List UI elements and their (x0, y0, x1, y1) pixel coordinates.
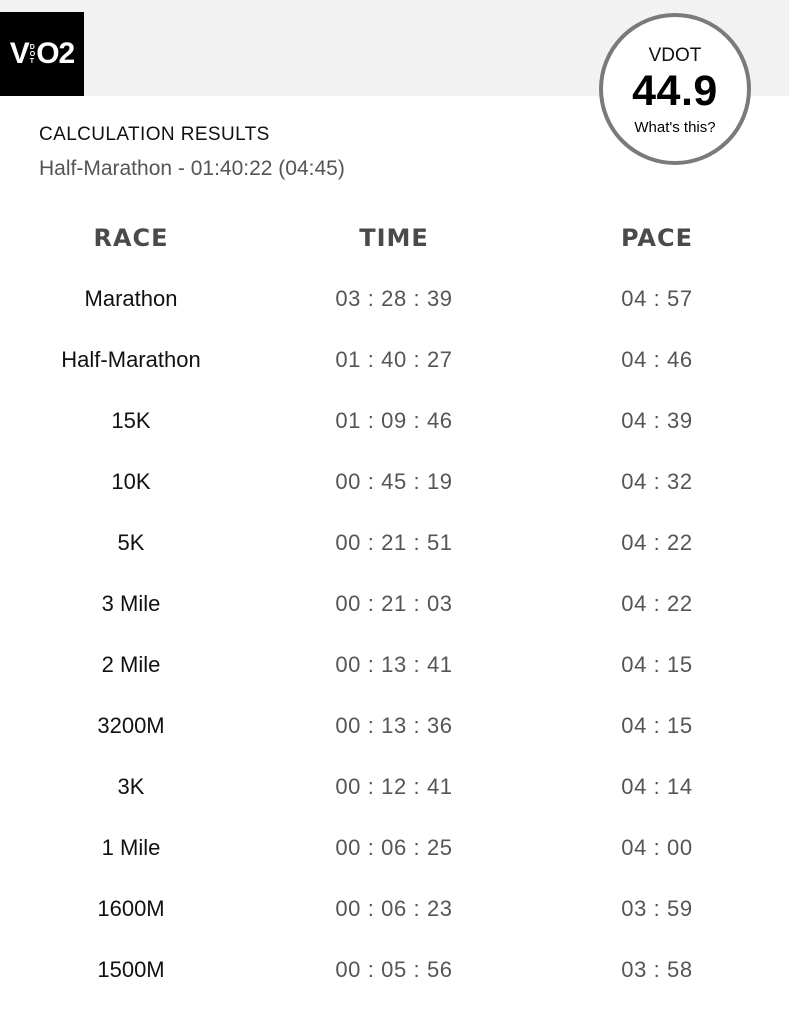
table-row (0, 512, 789, 573)
race-pace: 04 : 22 (621, 591, 693, 616)
table-row (0, 695, 789, 756)
column-header-pace: PACE (621, 224, 693, 252)
race-name: Half-Marathon (61, 347, 201, 372)
logo-dot-letter: T (29, 57, 35, 65)
race-pace: 03 : 58 (621, 957, 693, 982)
vdot-score-badge (599, 13, 751, 165)
table-row (0, 634, 789, 695)
table-row (0, 329, 789, 390)
column-header-time: TIME (359, 224, 429, 252)
race-time: 01 : 09 : 46 (335, 408, 453, 433)
race-time: 00 : 45 : 19 (335, 469, 453, 494)
race-time: 00 : 06 : 25 (335, 835, 453, 860)
race-name: 3K (117, 774, 145, 799)
table-header-row (0, 208, 789, 268)
race-time: 00 : 13 : 36 (335, 713, 453, 738)
race-name: 10K (111, 469, 151, 494)
vdot-value: 44.9 (632, 67, 718, 115)
race-time: 01 : 40 : 27 (335, 347, 453, 372)
race-name: 15K (111, 408, 151, 433)
whats-this-link[interactable]: What's this? (634, 119, 716, 136)
race-time: 00 : 21 : 51 (335, 530, 453, 555)
results-subtitle: Half-Marathon - 01:40:22 (04:45) (39, 157, 345, 180)
table-row (0, 878, 789, 939)
race-results-table (0, 208, 789, 1000)
table-row (0, 268, 789, 329)
table-row (0, 817, 789, 878)
race-pace: 04 : 00 (621, 835, 693, 860)
race-time: 00 : 13 : 41 (335, 652, 453, 677)
table-row (0, 939, 789, 1000)
results-title: CALCULATION RESULTS (39, 124, 270, 145)
race-pace: 04 : 57 (621, 286, 693, 311)
race-name: 3200M (97, 713, 165, 738)
race-pace: 04 : 39 (621, 408, 693, 433)
table-row (0, 390, 789, 451)
race-time: 03 : 28 : 39 (335, 286, 453, 311)
race-pace: 04 : 15 (621, 652, 693, 677)
race-pace: 04 : 15 (621, 713, 693, 738)
column-header-race: RACE (93, 224, 169, 252)
race-name: 3 Mile (101, 591, 161, 616)
race-name: Marathon (84, 286, 178, 311)
race-name: 2 Mile (101, 652, 161, 677)
table-row (0, 573, 789, 634)
logo-letter-v: V (9, 37, 29, 70)
race-time: 00 : 05 : 56 (335, 957, 453, 982)
logo-dot-letter: O (29, 50, 36, 58)
race-name: 1 Mile (101, 835, 161, 860)
race-name: 1500M (97, 957, 165, 982)
race-time: 00 : 06 : 23 (335, 896, 453, 921)
logo-dot-stack (30, 44, 35, 65)
race-pace: 04 : 32 (621, 469, 693, 494)
race-name: 5K (117, 530, 145, 555)
vdot-label: VDOT (648, 45, 702, 66)
race-time: 00 : 12 : 41 (335, 774, 453, 799)
race-name: 1600M (97, 896, 165, 921)
table-row (0, 451, 789, 512)
table-row (0, 756, 789, 817)
race-pace: 04 : 46 (621, 347, 693, 372)
logo-dot-letter: D (29, 43, 35, 51)
race-pace: 04 : 22 (621, 530, 693, 555)
logo-letters-o2: O2 (36, 37, 75, 70)
race-pace: 04 : 14 (621, 774, 693, 799)
vdot-o2-logo[interactable] (0, 12, 84, 96)
race-pace: 03 : 59 (621, 896, 693, 921)
race-time: 00 : 21 : 03 (335, 591, 453, 616)
